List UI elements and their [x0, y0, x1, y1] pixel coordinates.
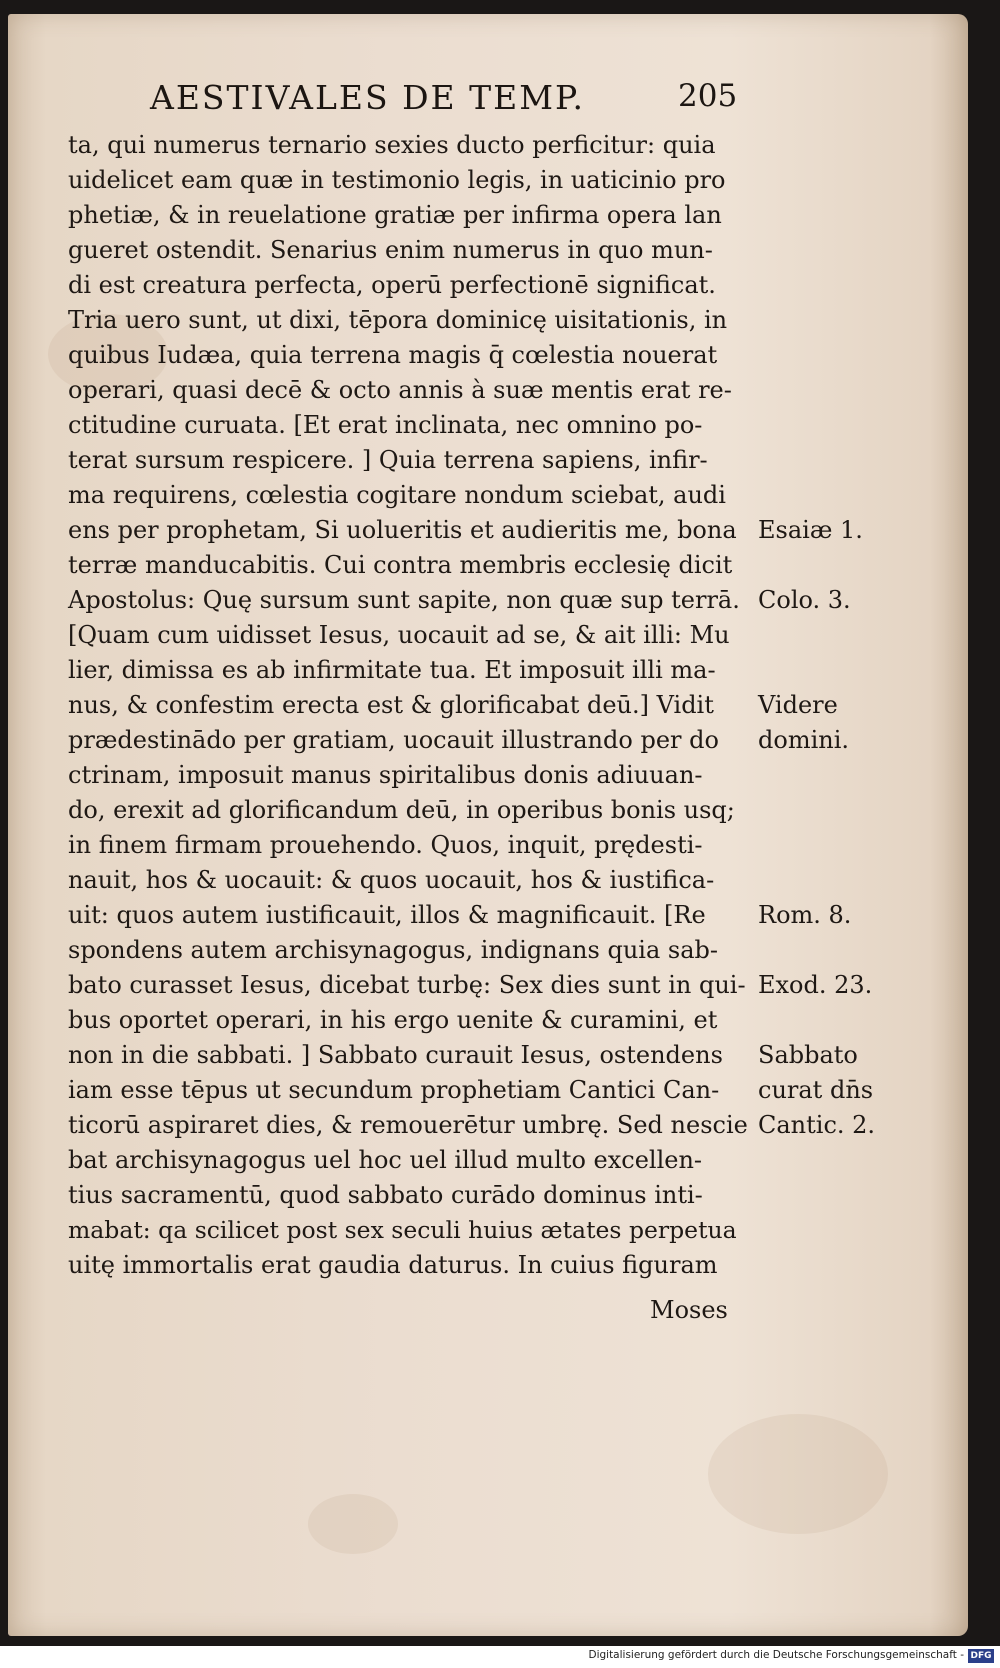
text-line: uitę immortalis erat gaudia daturus. In cuius figuram: [68, 1251, 718, 1279]
text-line: bus oportet operari, in his ergo uenite & curamini, et: [68, 1006, 718, 1034]
margin-note: Rom. 8.: [758, 901, 852, 929]
text-line: ma requirens, cœlestia cogitare nondum sciebat, audi: [68, 481, 726, 509]
text-line: mabat: qa scilicet post sex seculi huius ætates perpetua: [68, 1216, 737, 1244]
text-line: gueret ostendit. Senarius enim numerus in quo mun-: [68, 236, 713, 264]
text-line: di est creatura perfecta, operū perfectionē significat.: [68, 271, 716, 299]
paper-stain: [708, 1414, 888, 1534]
margin-note: Exod. 23.: [758, 971, 873, 999]
text-line: ta, qui numerus ternario sexies ducto perficitur: quia: [68, 131, 716, 159]
text-line: do, erexit ad glorificandum deū, in operibus bonis usq;: [68, 796, 735, 824]
footer-bar: [0, 1646, 1000, 1668]
margin-note: Sabbato: [758, 1041, 858, 1069]
text-line: in finem firmam prouehendo. Quos, inquit, prędesti-: [68, 831, 703, 859]
text-line: [Quam cum uidisset Iesus, uocauit ad se, & ait illi: Mu: [68, 621, 730, 649]
text-line: non in die sabbati. ] Sabbato curauit Iesus, ostendens: [68, 1041, 723, 1069]
text-line: tius sacramentū, quod sabbato curādo dominus inti-: [68, 1181, 703, 1209]
text-line: ctitudine curuata. [Et erat inclinata, nec omnino po-: [68, 411, 703, 439]
text-line: iam esse tēpus ut secundum prophetiam Cantici Can-: [68, 1076, 720, 1104]
text-line: spondens autem archisynagogus, indignans quia sab-: [68, 936, 718, 964]
text-line: nauit, hos & uocauit: & quos uocauit, hos & iustifica-: [68, 866, 715, 894]
text-line: Tria uero sunt, ut dixi, tēpora dominicę uisitationis, in: [68, 306, 728, 334]
text-line: bat archisynagogus uel hoc uel illud multo excellen-: [68, 1146, 703, 1174]
catchword: Moses: [650, 1296, 728, 1324]
margin-note: Videre: [758, 691, 838, 719]
funding-note: Digitalisierung gefördert durch die Deutsche Forschungsgemeinschaft -: [588, 1649, 964, 1661]
dfg-logo-icon: DFG: [968, 1649, 994, 1663]
text-line: bato curasset Iesus, dicebat turbę: Sex dies sunt in qui-: [68, 971, 746, 999]
margin-note: Cantic. 2.: [758, 1111, 876, 1139]
page-number: 205: [678, 78, 738, 114]
text-line: Apostolus: Quę sursum sunt sapite, non quæ sup terrā.: [68, 586, 740, 614]
text-line: ticorū aspiraret dies, & remouerētur umbrę. Sed nescie: [68, 1111, 748, 1139]
paper-stain: [308, 1494, 398, 1554]
running-head: AESTIVALES DE TEMP.: [150, 78, 586, 117]
text-line: lier, dimissa es ab infirmitate tua. Et imposuit illi ma-: [68, 656, 716, 684]
text-line: phetiæ, & in reuelatione gratiæ per infirma opera lan: [68, 201, 722, 229]
margin-note: Colo. 3.: [758, 586, 851, 614]
text-line: quibus Iudæa, quia terrena magis q̄ cœlestia nouerat: [68, 341, 718, 369]
text-line: uit: quos autem iustificauit, illos & magnificauit. [Re: [68, 901, 706, 929]
text-line: ctrinam, imposuit manus spiritalibus donis adiuuan-: [68, 761, 703, 789]
text-line: uidelicet eam quæ in testimonio legis, in uaticinio pro: [68, 166, 726, 194]
margin-note: domini.: [758, 726, 850, 754]
body-text: [68, 128, 750, 1283]
text-line: terat sursum respicere. ] Quia terrena sapiens, infir-: [68, 446, 708, 474]
margin-note: curat dn̄s: [758, 1076, 874, 1104]
text-line: terræ manducabitis. Cui contra membris ecclesię dicit: [68, 551, 733, 579]
text-line: prædestinādo per gratiam, uocauit illustrando per do: [68, 726, 719, 754]
text-line: operari, quasi decē & octo annis à suæ mentis erat re-: [68, 376, 732, 404]
text-line: ens per prophetam, Si uolueritis et audieritis me, bona: [68, 516, 737, 544]
text-line: nus, & confestim erecta est & glorificabat deū.] Vidit: [68, 691, 714, 719]
margin-note: Esaiæ 1.: [758, 516, 863, 544]
